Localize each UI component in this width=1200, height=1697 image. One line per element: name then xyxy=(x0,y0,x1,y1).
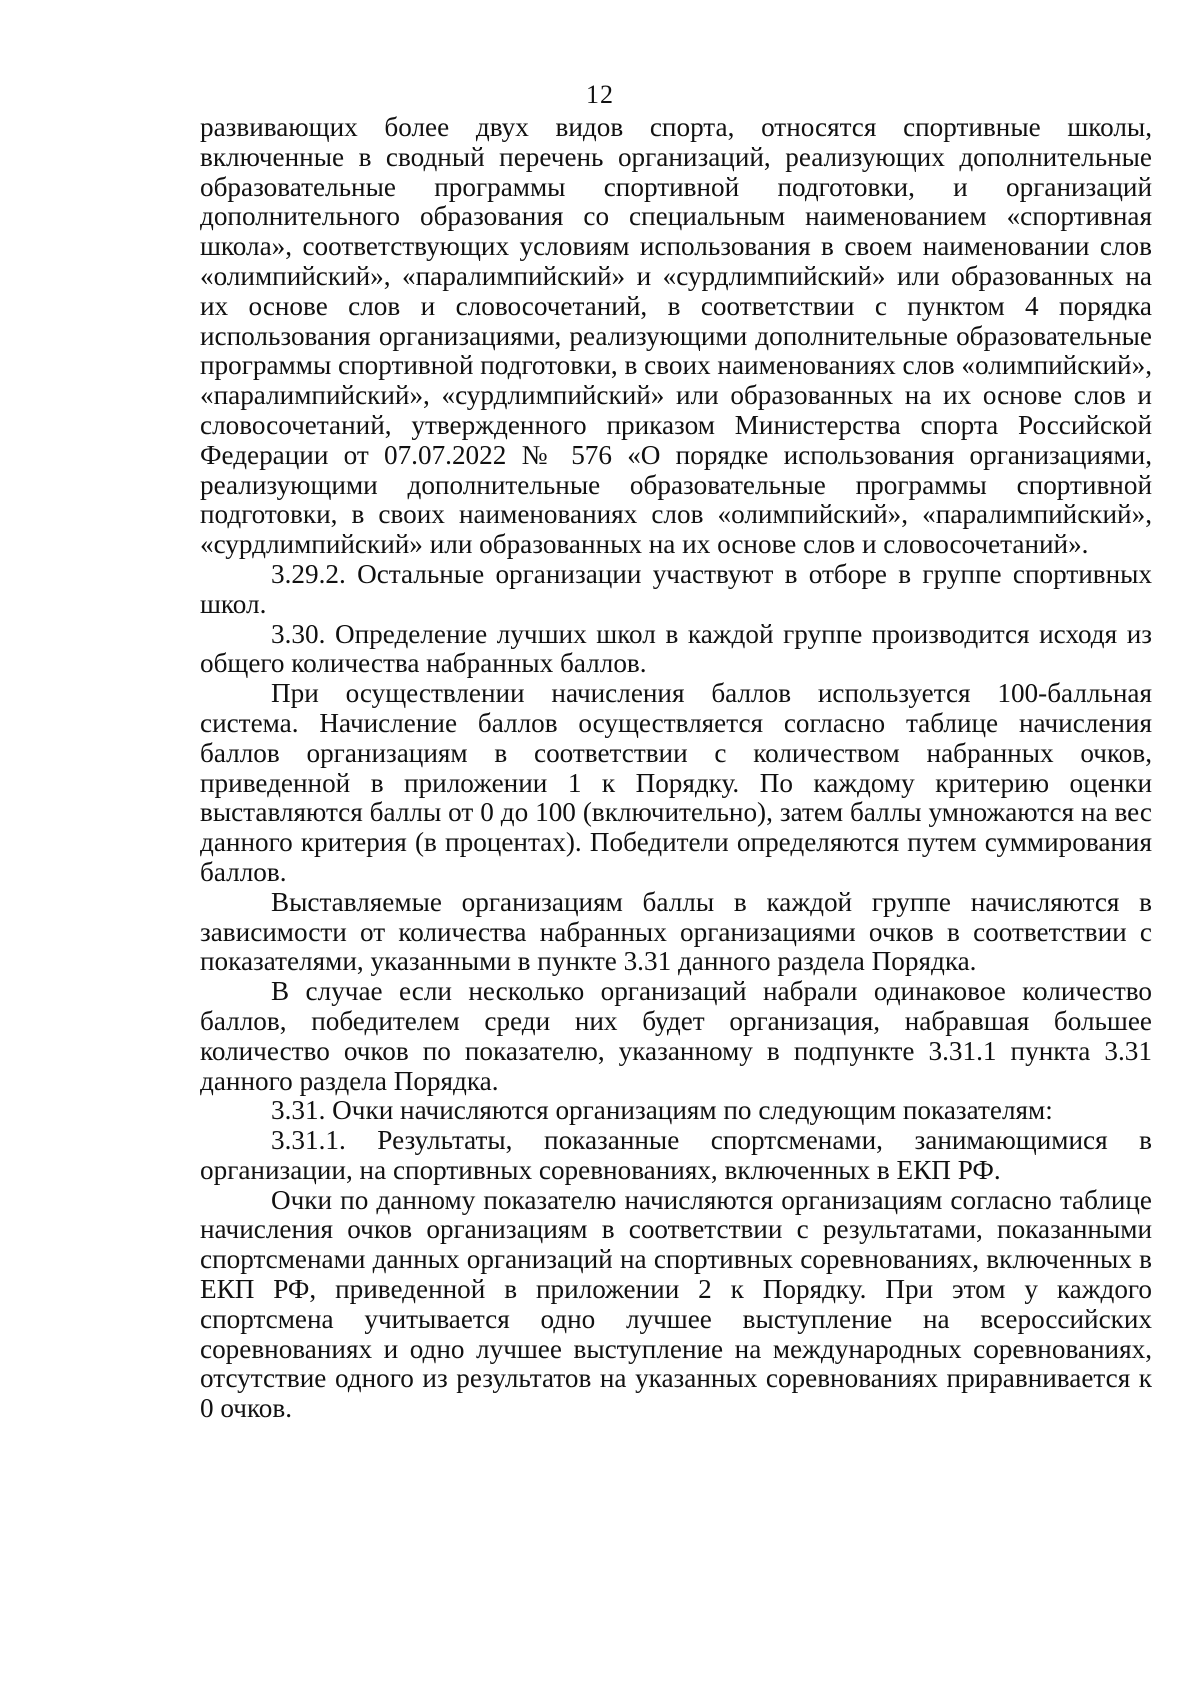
paragraph-tie-break: В случае если несколько организаций набрали одинаковое количество баллов, победителем среди них будет организация, набравшая большее количество очков по показателю, указанному в подпункте 3.31.1 пункта 3.31 данного раздела Порядка. xyxy=(200,976,1152,1096)
paragraph-group-scores: Выставляемые организациям баллы в каждой группе начисляются в зависимости от количества набранных организациями очков в соответствии с показателями, указанными в пункте 3.31 данного раздела Порядка. xyxy=(200,886,1152,977)
document-body xyxy=(200,113,1152,1424)
paragraph-points-accrual: Очки по данному показателю начисляются организациям согласно таблице начисления очков организациям в соответствии с результатами, показанными спортсменами данных организаций на спортивных соревнованиях, включенных в ЕКП РФ, приведенной в приложении 2 к Порядку. При этом у каждого спортсмена учитывается одно лучшее выступление на всероссийских соревнованиях и одно лучшее выступление на международных соревнованиях, отсутствие одного из результатов на указанных соревнованиях приравнивается к 0 очков. xyxy=(200,1184,1152,1424)
page-number: 12 xyxy=(586,80,614,109)
paragraph-3-30: 3.30. Определение лучших школ в каждой группе производится исходя из общего количества набранных баллов. xyxy=(200,618,1152,679)
paragraph-continuation: развивающих более двух видов спорта, относятся спортивные школы, включенные в сводный перечень организаций, реализующих дополнительные образовательные программы спортивной подготовки, и организаций дополнительного образования со специальным наименованием «спортивная школа», соответствующих условиям использования в своем наименовании слов «олимпийский», «паралимпийский» и «сурдлимпийский» или образованных на их основе слов и словосочетаний, в соответствии с пунктом 4 порядка использования организациями, реализующими дополнительные образовательные программы спортивной подготовки, в своих наименованиях слов «олимпийский», «паралимпийский», «сурдлимпийский» или образованных на их основе слов и словосочетаний, утвержденного приказом Министерства спорта Российской Федерации от 07.07.2022 № 576 «О порядке использования организациями, реализующими дополнительные образовательные программы спортивной подготовки, в своих наименованиях слов «олимпийский», «паралимпийский», «сурдлимпийский» или образованных на их основе слов и словосочетаний». xyxy=(200,112,1152,560)
paragraph-scoring-system: При осуществлении начисления баллов используется 100-балльная система. Начисление баллов осуществляется согласно таблице начисления баллов организациям в соответствии с количеством набранных очков, приведенной в приложении 1 к Порядку. По каждому критерию оценки выставляются баллы от 0 до 100 (включительно), затем баллы умножаются на вес данного критерия (в процентах). Победители определяются путем суммирования баллов. xyxy=(200,678,1152,887)
paragraph-3-29-2: 3.29.2. Остальные организации участвуют в отборе в группе спортивных школ. xyxy=(200,558,1152,619)
paragraph-3-31-1: 3.31.1. Результаты, показанные спортсменами, занимающимися в организации, на спортивных соревнованиях, включенных в ЕКП РФ. xyxy=(200,1125,1152,1185)
paragraph-3-31: 3.31. Очки начисляются организациям по следующим показателям: xyxy=(271,1095,1053,1126)
